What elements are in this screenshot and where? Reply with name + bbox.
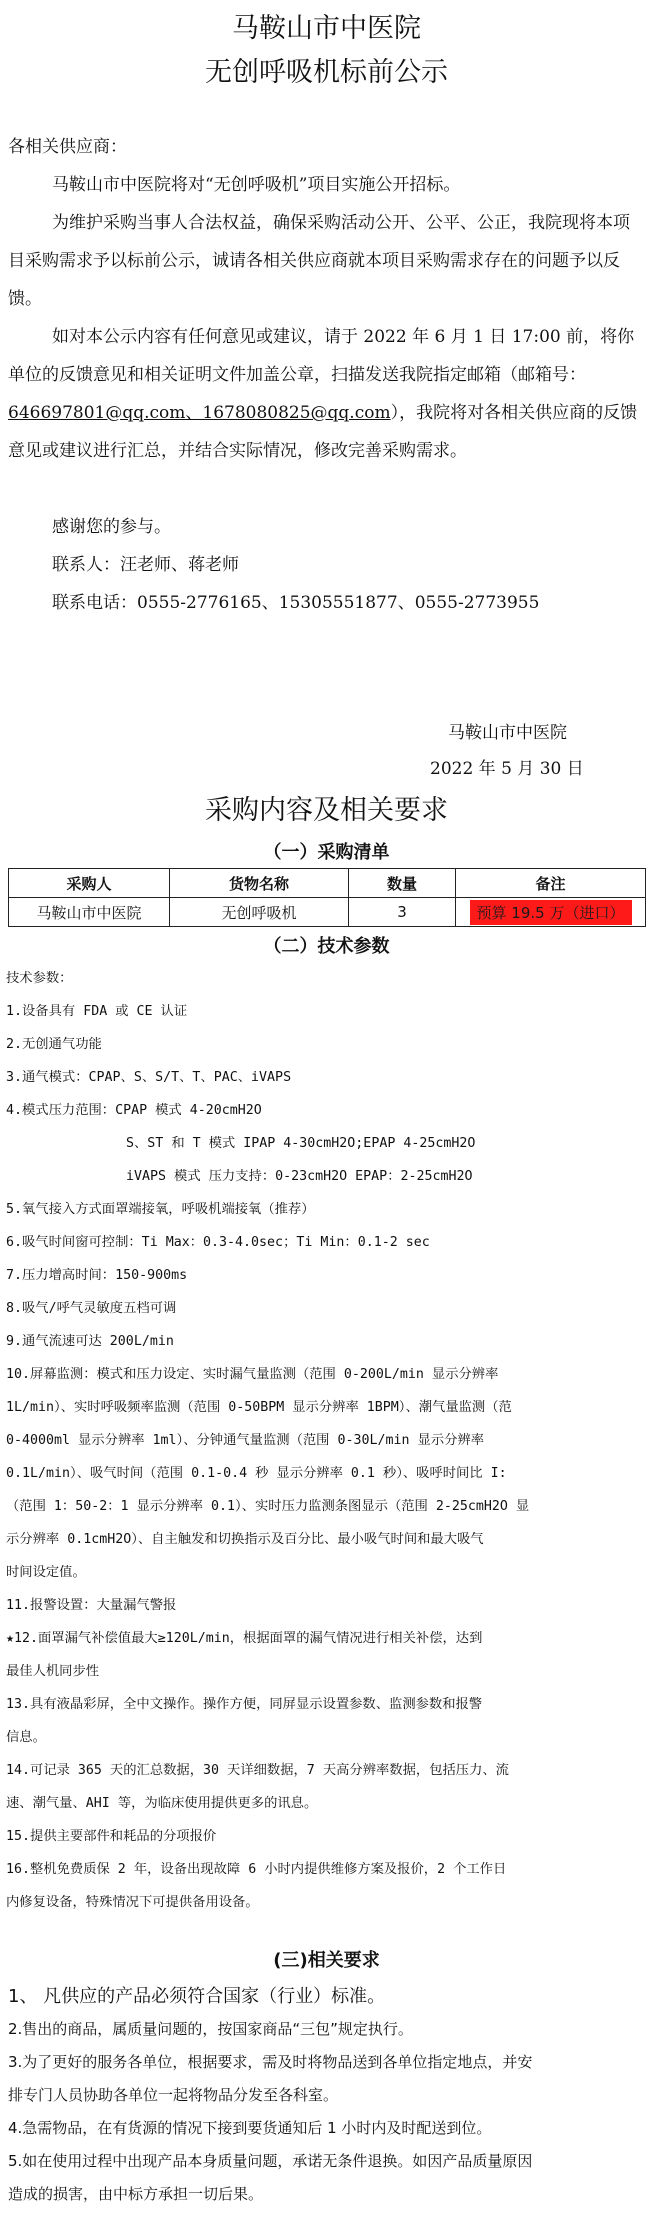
- requirement-line: 5.如在使用过程中出现产品本身质量问题，承诺无条件退换。如因产品质量原因: [8, 2152, 533, 2170]
- table-header: 备注: [456, 869, 646, 898]
- paragraph-3-pre: 如对本公示内容有任何意见或建议，请于 2022 年 6 月 1 日 17:00 前，将你单位的反馈意见和相关证明文件加盖公章，扫描发送我院指定邮箱（邮箱号：: [8, 327, 635, 385]
- tech-line: 11.报警设置：大量漏气警报: [6, 1598, 177, 1613]
- tech-line: 15.提供主要部件和耗品的分项报价: [6, 1829, 217, 1844]
- table-cell: 马鞍山市中医院: [9, 898, 170, 927]
- tech-line: 0-4000ml 显示分辨率 1ml）、分钟通气量监测（范围 0-30L/min 显示分辨率: [6, 1433, 485, 1448]
- tech-line: S、ST 和 T 模式 IPAP 4-30cmH2O;EPAP 4-25cmH2O: [126, 1136, 476, 1151]
- requirement-line: 1、 凡供应的产品必须符合国家（行业）标准。: [8, 1986, 386, 2007]
- section-purchase-list: （一）采购清单: [263, 842, 390, 863]
- tech-line: 示分辨率 0.1cmH2O）、自主触发和切换指示及百分比、最小吸气时间和最大吸气: [6, 1532, 484, 1547]
- tech-line: 时间设定值。: [6, 1565, 86, 1580]
- tech-line: 信息。: [6, 1730, 46, 1745]
- tech-line: 2.无创通气功能: [6, 1037, 102, 1052]
- tech-line: ★12.面罩漏气补偿值最大≥120L/min，根据面罩的漏气情况进行相关补偿，达到: [6, 1631, 483, 1646]
- tech-line: 5.氧气接入方式面罩端接氧，呼吸机端接氧（推荐）: [6, 1202, 315, 1217]
- tech-line: 最佳人机同步性: [6, 1664, 100, 1679]
- tech-line: 4.模式压力范围：CPAP 模式 4-20cmH2O: [6, 1103, 262, 1118]
- paragraph-3-post: ），我院将对各相关供应商的反馈意见或建议进行汇总，并结合实际情况，修改完善采购需求。: [8, 403, 638, 461]
- tech-line: 内修复设备，特殊情况下可提供备用设备。: [6, 1895, 259, 1910]
- tech-line: 速、潮气量、AHI 等，为临床使用提供更多的讯息。: [6, 1796, 318, 1811]
- signature-org: 马鞍山市中医院: [448, 723, 567, 743]
- requirement-line: 排专门人员协助各单位一起将物品分发至各科室。: [8, 2086, 339, 2104]
- thanks-text: 感谢您的参与。: [52, 517, 171, 537]
- tech-line: 13.具有液晶彩屏，全中文操作。操作方便，同屏显示设置参数、监测参数和报警: [6, 1697, 483, 1712]
- requirement-line: 造成的损害，由中标方承担一切后果。: [8, 2185, 264, 2203]
- paragraph-2: 为维护采购当事人合法权益，确保采购活动公开、公平、公正，我院现将本项目采购需求予以标前公示，诚请各相关供应商就本项目采购需求存在的问题予以反馈。: [8, 213, 630, 309]
- budget-highlight: 预算 19.5 万（进口）: [470, 900, 632, 925]
- tech-line: 8.吸气/呼气灵敏度五档可调: [6, 1301, 177, 1316]
- requirement-line: 4.急需物品，在有货源的情况下接到要货通知后 1 小时内及时配送到位。: [8, 2119, 492, 2137]
- tech-line: 16.整机免费质保 2 年，设备出现故障 6 小时内提供维修方案及报价，2 个工作日: [6, 1862, 507, 1877]
- phone-text: 联系电话：0555-2776165、15305551877、0555-2773955: [52, 593, 540, 613]
- tech-line: 9.通气流速可达 200L/min: [6, 1334, 174, 1349]
- tech-line: 0.1L/min）、吸气时间（范围 0.1-0.4 秒 显示分辨率 0.1 秒）、吸呼时间比 I:: [6, 1466, 507, 1481]
- purchase-table: [8, 868, 646, 927]
- tech-line: 3.通气模式：CPAP、S、S/T、T、PAC、iVAPS: [6, 1070, 292, 1085]
- email-link[interactable]: 646697801@qq.com、1678080825@qq.com: [8, 403, 391, 423]
- tech-line: 6.吸气时间窗可控制：Ti Max：0.3-4.0sec；Ti Min：0.1-2 sec: [6, 1235, 430, 1250]
- tech-line: 14.可记录 365 天的汇总数据，30 天详细数据，7 天高分辨率数据，包括压力、流: [6, 1763, 509, 1778]
- tech-line: 1L/min）、实时呼吸频率监测（范围 0-50BPM 显示分辨率 1BPM）、潮气量监测（范: [6, 1400, 512, 1415]
- table-header: 采购人: [9, 869, 170, 898]
- doc-title-hospital: 马鞍山市中医院: [232, 13, 421, 44]
- table-cell-note: [456, 898, 646, 927]
- tech-line: iVAPS 模式 压力支持：0-23cmH2O EPAP：2-25cmH2O: [126, 1169, 473, 1184]
- table-header: 数量: [349, 869, 456, 898]
- requirement-line: 2.售出的商品，属质量问题的，按国家商品“三包”规定执行。: [8, 2020, 413, 2038]
- tech-line: 7.压力增高时间：150-900ms: [6, 1268, 188, 1283]
- table-header-row: [9, 869, 646, 898]
- tech-line: 10.屏幕监测：模式和压力设定、实时漏气量监测（范围 0-200L/min 显示分辨率: [6, 1367, 499, 1382]
- table-cell: 3: [349, 898, 456, 927]
- tech-line: （范围 1：50-2：1 显示分辨率 0.1）、实时压力监测条图显示（范围 2-25cmH2O 显: [6, 1499, 530, 1514]
- paragraph-3: [8, 318, 644, 470]
- tech-params-list: [6, 962, 646, 1919]
- table-cell: 无创呼吸机: [170, 898, 349, 927]
- table-header: 货物名称: [170, 869, 349, 898]
- tech-line: 1.设备具有 FDA 或 CE 认证: [6, 1004, 188, 1019]
- salutation: 各相关供应商：: [8, 137, 127, 157]
- section-requirements: (三)相关要求: [273, 1950, 380, 1971]
- signature-date: 2022 年 5 月 30 日: [430, 759, 584, 779]
- tech-line: 技术参数：: [6, 971, 73, 986]
- table-row: [9, 898, 646, 927]
- procurement-title: 采购内容及相关要求: [205, 795, 448, 826]
- requirement-line: 3.为了更好的服务各单位，根据要求，需及时将物品送到各单位指定地点，并安: [8, 2053, 533, 2071]
- section-tech-params: （二）技术参数: [263, 936, 390, 957]
- doc-title-notice: 无创呼吸机标前公示: [205, 57, 448, 88]
- contacts-text: 联系人：汪老师、蒋老师: [52, 555, 239, 575]
- paragraph-1: 马鞍山市中医院将对“无创呼吸机”项目实施公开招标。: [52, 175, 461, 195]
- requirements-list: [8, 1980, 644, 2211]
